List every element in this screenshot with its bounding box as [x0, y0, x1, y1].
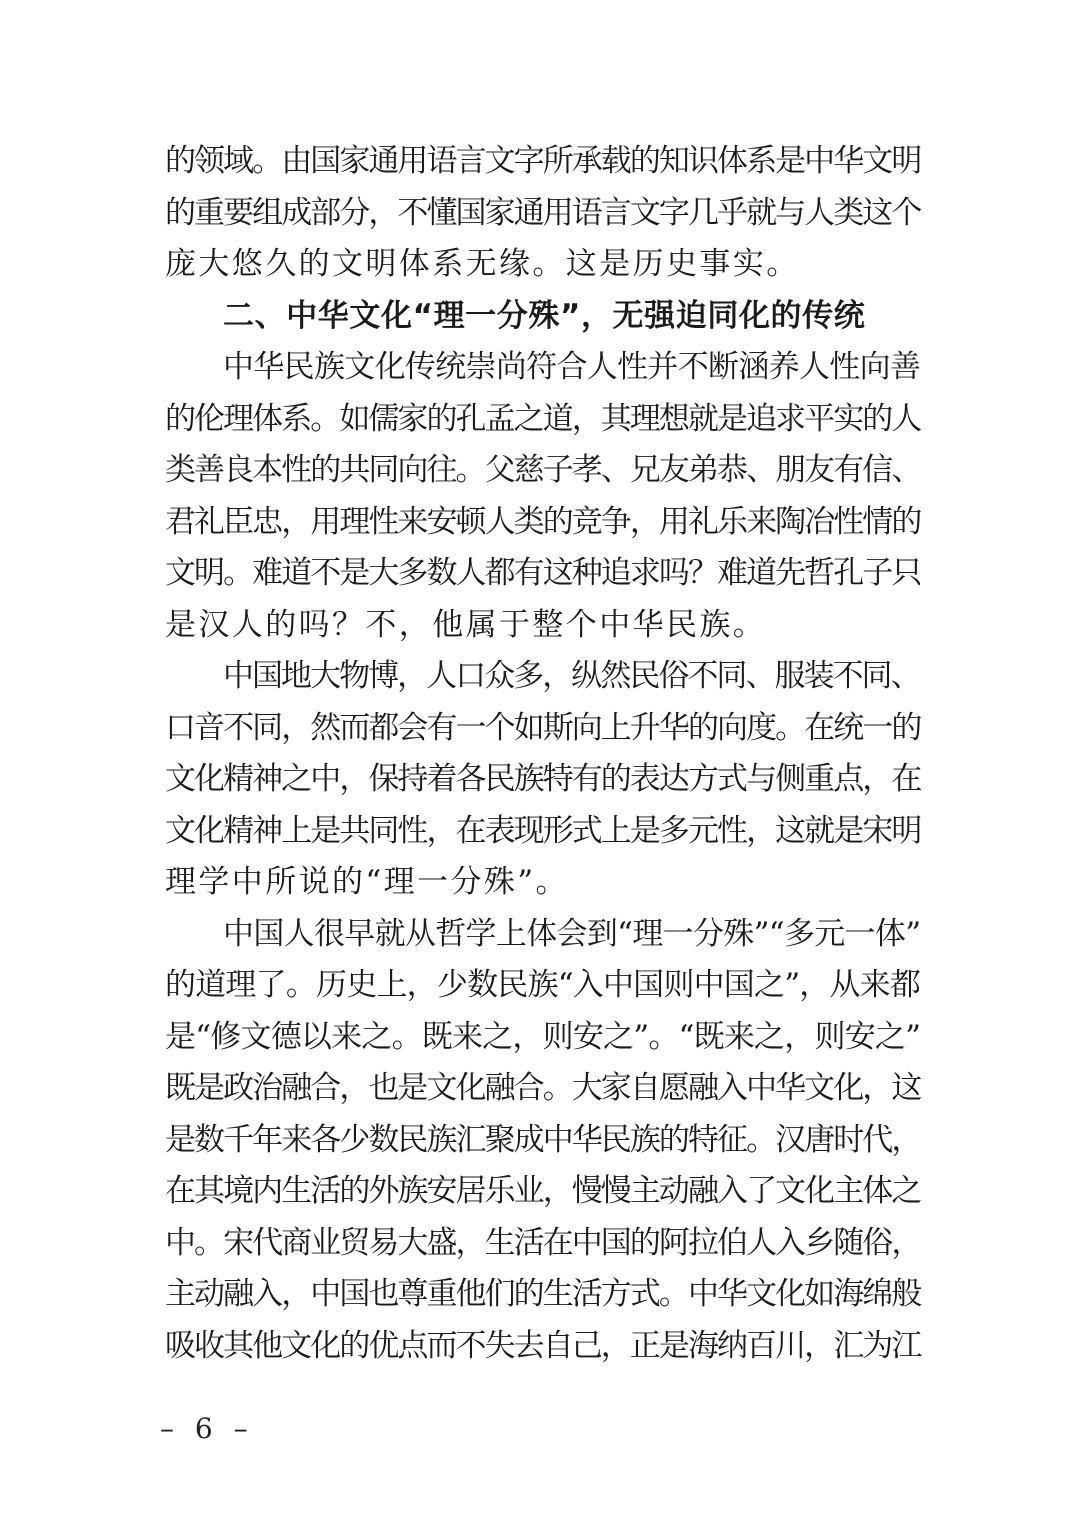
- text-line: 中华民族文化传统崇尚符合人性并不断涵养人性向善: [223, 349, 921, 385]
- text-block: [165, 136, 920, 1372]
- text-line: 文化精神之中，保持着各民族特有的表达方式与侧重点，在: [165, 761, 921, 797]
- text-line: 文明。难道不是大多数人都有这种追求吗？难道先哲孔子只: [165, 555, 921, 591]
- text-line: 的重要组成部分，不懂国家通用语言文字几乎就与人类这个: [165, 194, 921, 231]
- text-line: 庞大悠久的文明体系无缘。这是历史事实。: [165, 246, 800, 282]
- text-line: 中。宋代商业贸易大盛，生活在中国的阿拉伯人入乡随俗，: [165, 1224, 921, 1261]
- text-line: 类善良本性的共同向往。父慈子孝、兄友弟恭、朋友有信、: [165, 452, 921, 488]
- text-line: 文化精神上是共同性，在表现形式上是多元性，这就是宋明: [165, 812, 921, 849]
- text-line: 中国地大物博，人口众多，纵然民俗不同、服装不同、: [223, 658, 920, 694]
- text-line: 在其境内生活的外族安居乐业，慢慢主动融入了文化主体之: [165, 1173, 921, 1209]
- text-line: 既是政治融合，也是文化融合。大家自愿融入中华文化，这: [165, 1070, 921, 1106]
- text-line: 理学中所说的“理一分殊”。: [165, 864, 569, 900]
- text-line: 的领域。由国家通用语言文字所承载的知识体系是中华文明: [165, 143, 921, 179]
- text-line: 是数千年来各少数民族汇聚成中华民族的特征。汉唐时代，: [165, 1121, 921, 1158]
- text-line: 中国人很早就从哲学上体会到“理一分殊”“多元一体”: [223, 915, 921, 952]
- text-line: 的道理了。历史上，少数民族“入中国则中国之”，从来都: [165, 967, 921, 1003]
- text-line: 的伦理体系。如儒家的孔孟之道，其理想就是追求平实的人: [165, 400, 921, 437]
- text-line: 君礼臣忠，用理性来安顿人类的竞争，用礼乐来陶冶性情的: [165, 503, 921, 540]
- text-line: 是“修文德以来之。既来之，则安之”。“既来之，则安之”: [165, 1018, 921, 1055]
- section-heading: 二、中华文化“理一分殊”，无强迫同化的传统: [223, 297, 866, 334]
- text-line: 是汉人的吗？不，他属于整个中华民族。: [165, 606, 767, 643]
- page-number: – 6 –: [160, 1412, 254, 1445]
- text-line: 口音不同，然而都会有一个如斯向上升华的向度。在统一的: [165, 709, 921, 746]
- text-line: 主动融入，中国也尊重他们的生活方式。中华文化如海绵般: [165, 1276, 921, 1312]
- text-line: 吸收其他文化的优点而不失去自己，正是海纳百川，汇为江: [165, 1327, 921, 1364]
